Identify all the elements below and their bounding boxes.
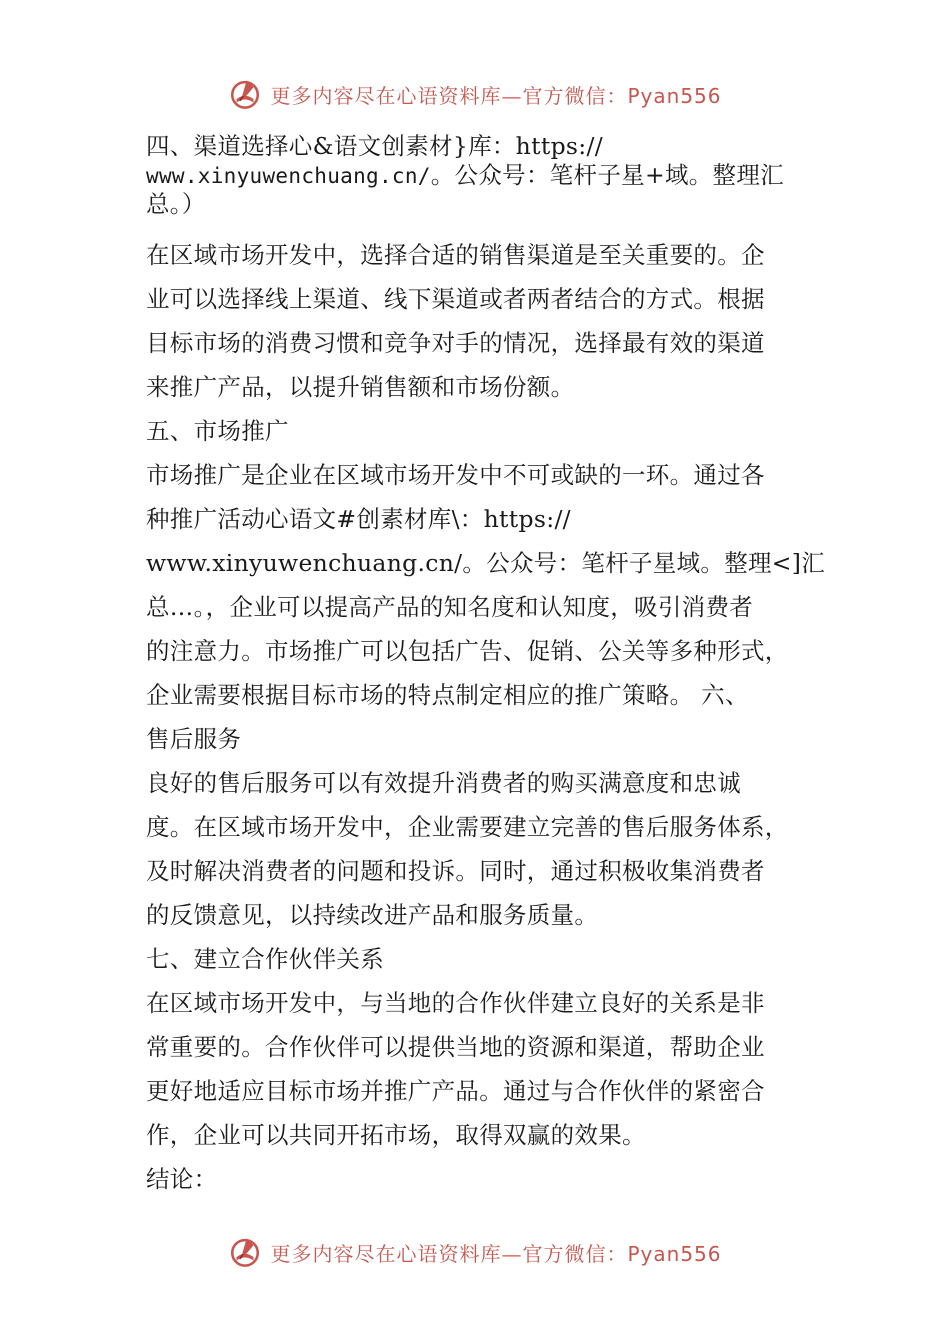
text-line: 在区域市场开发中，选择合适的销售渠道是至关重要的。企 [146,241,765,269]
text-line: 业可以选择线上渠道、线下渠道或者两者结合的方式。根据 [146,285,765,313]
text-line: 四、渠道选择心&语文创素材}库：https:// [146,132,603,160]
text-line: 作，企业可以共同开拓市场，取得双赢的效果。 [146,1121,646,1149]
section-heading: 结论： [146,1165,218,1193]
text-line: 种推广活动心语文#创素材库\：https:// [146,505,571,533]
text-line: 更好地适应目标市场并推广产品。通过与合作伙伴的紧密合 [146,1077,765,1105]
text-line: 市场推广是企业在区域市场开发中不可或缺的一环。通过各 [146,461,765,489]
section-heading: 五、市场推广 [146,417,289,445]
text-line: www.xinyuwenchuang.cn/。公众号：笔杆子星域。整理<]汇 [146,549,826,577]
text-line: 总。） [146,190,206,218]
text-line: 企业需要根据目标市场的特点制定相应的推广策略。 六、 [146,681,749,709]
book-quill-logo-icon [228,77,262,111]
text-line: 目标市场的消费习惯和竞争对手的情况，选择最有效的渠道 [146,329,765,357]
section-heading: 售后服务 [146,725,242,753]
text-line: 总…。，企业可以提高产品的知名度和认知度，吸引消费者 [146,593,754,621]
text-line: 在区域市场开发中，与当地的合作伙伴建立良好的关系是非 [146,989,765,1017]
footer-watermark [0,1230,950,1274]
document-body [146,132,826,1201]
text-line: 常重要的。合作伙伴可以提供当地的资源和渠道，帮助企业 [146,1033,765,1061]
watermark-text: 更多内容尽在心语资料库—官方微信：Pyan556 [270,83,722,108]
text-line: 良好的售后服务可以有效提升消费者的购买满意度和忠诚 [146,769,741,797]
watermark-text: 更多内容尽在心语资料库—官方微信：Pyan556 [270,1241,722,1266]
text-line: 的反馈意见，以持续改进产品和服务质量。 [146,901,599,929]
text-line: 及时解决消费者的问题和投诉。同时，通过积极收集消费者 [146,857,765,885]
text-line: 来推广产品，以提升销售额和市场份额。 [146,373,575,401]
text-line: 的注意力。市场推广可以包括广告、促销、公关等多种形式， [146,637,789,665]
text-line: 度。在区域市场开发中，企业需要建立完善的售后服务体系， [146,813,789,841]
text-line: www.xinyuwenchuang.cn/。公众号：笔杆子星+域。整理汇 [146,161,784,189]
book-quill-logo-icon [228,1235,262,1269]
header-watermark [0,72,950,116]
section-heading: 七、建立合作伙伴关系 [146,945,384,973]
